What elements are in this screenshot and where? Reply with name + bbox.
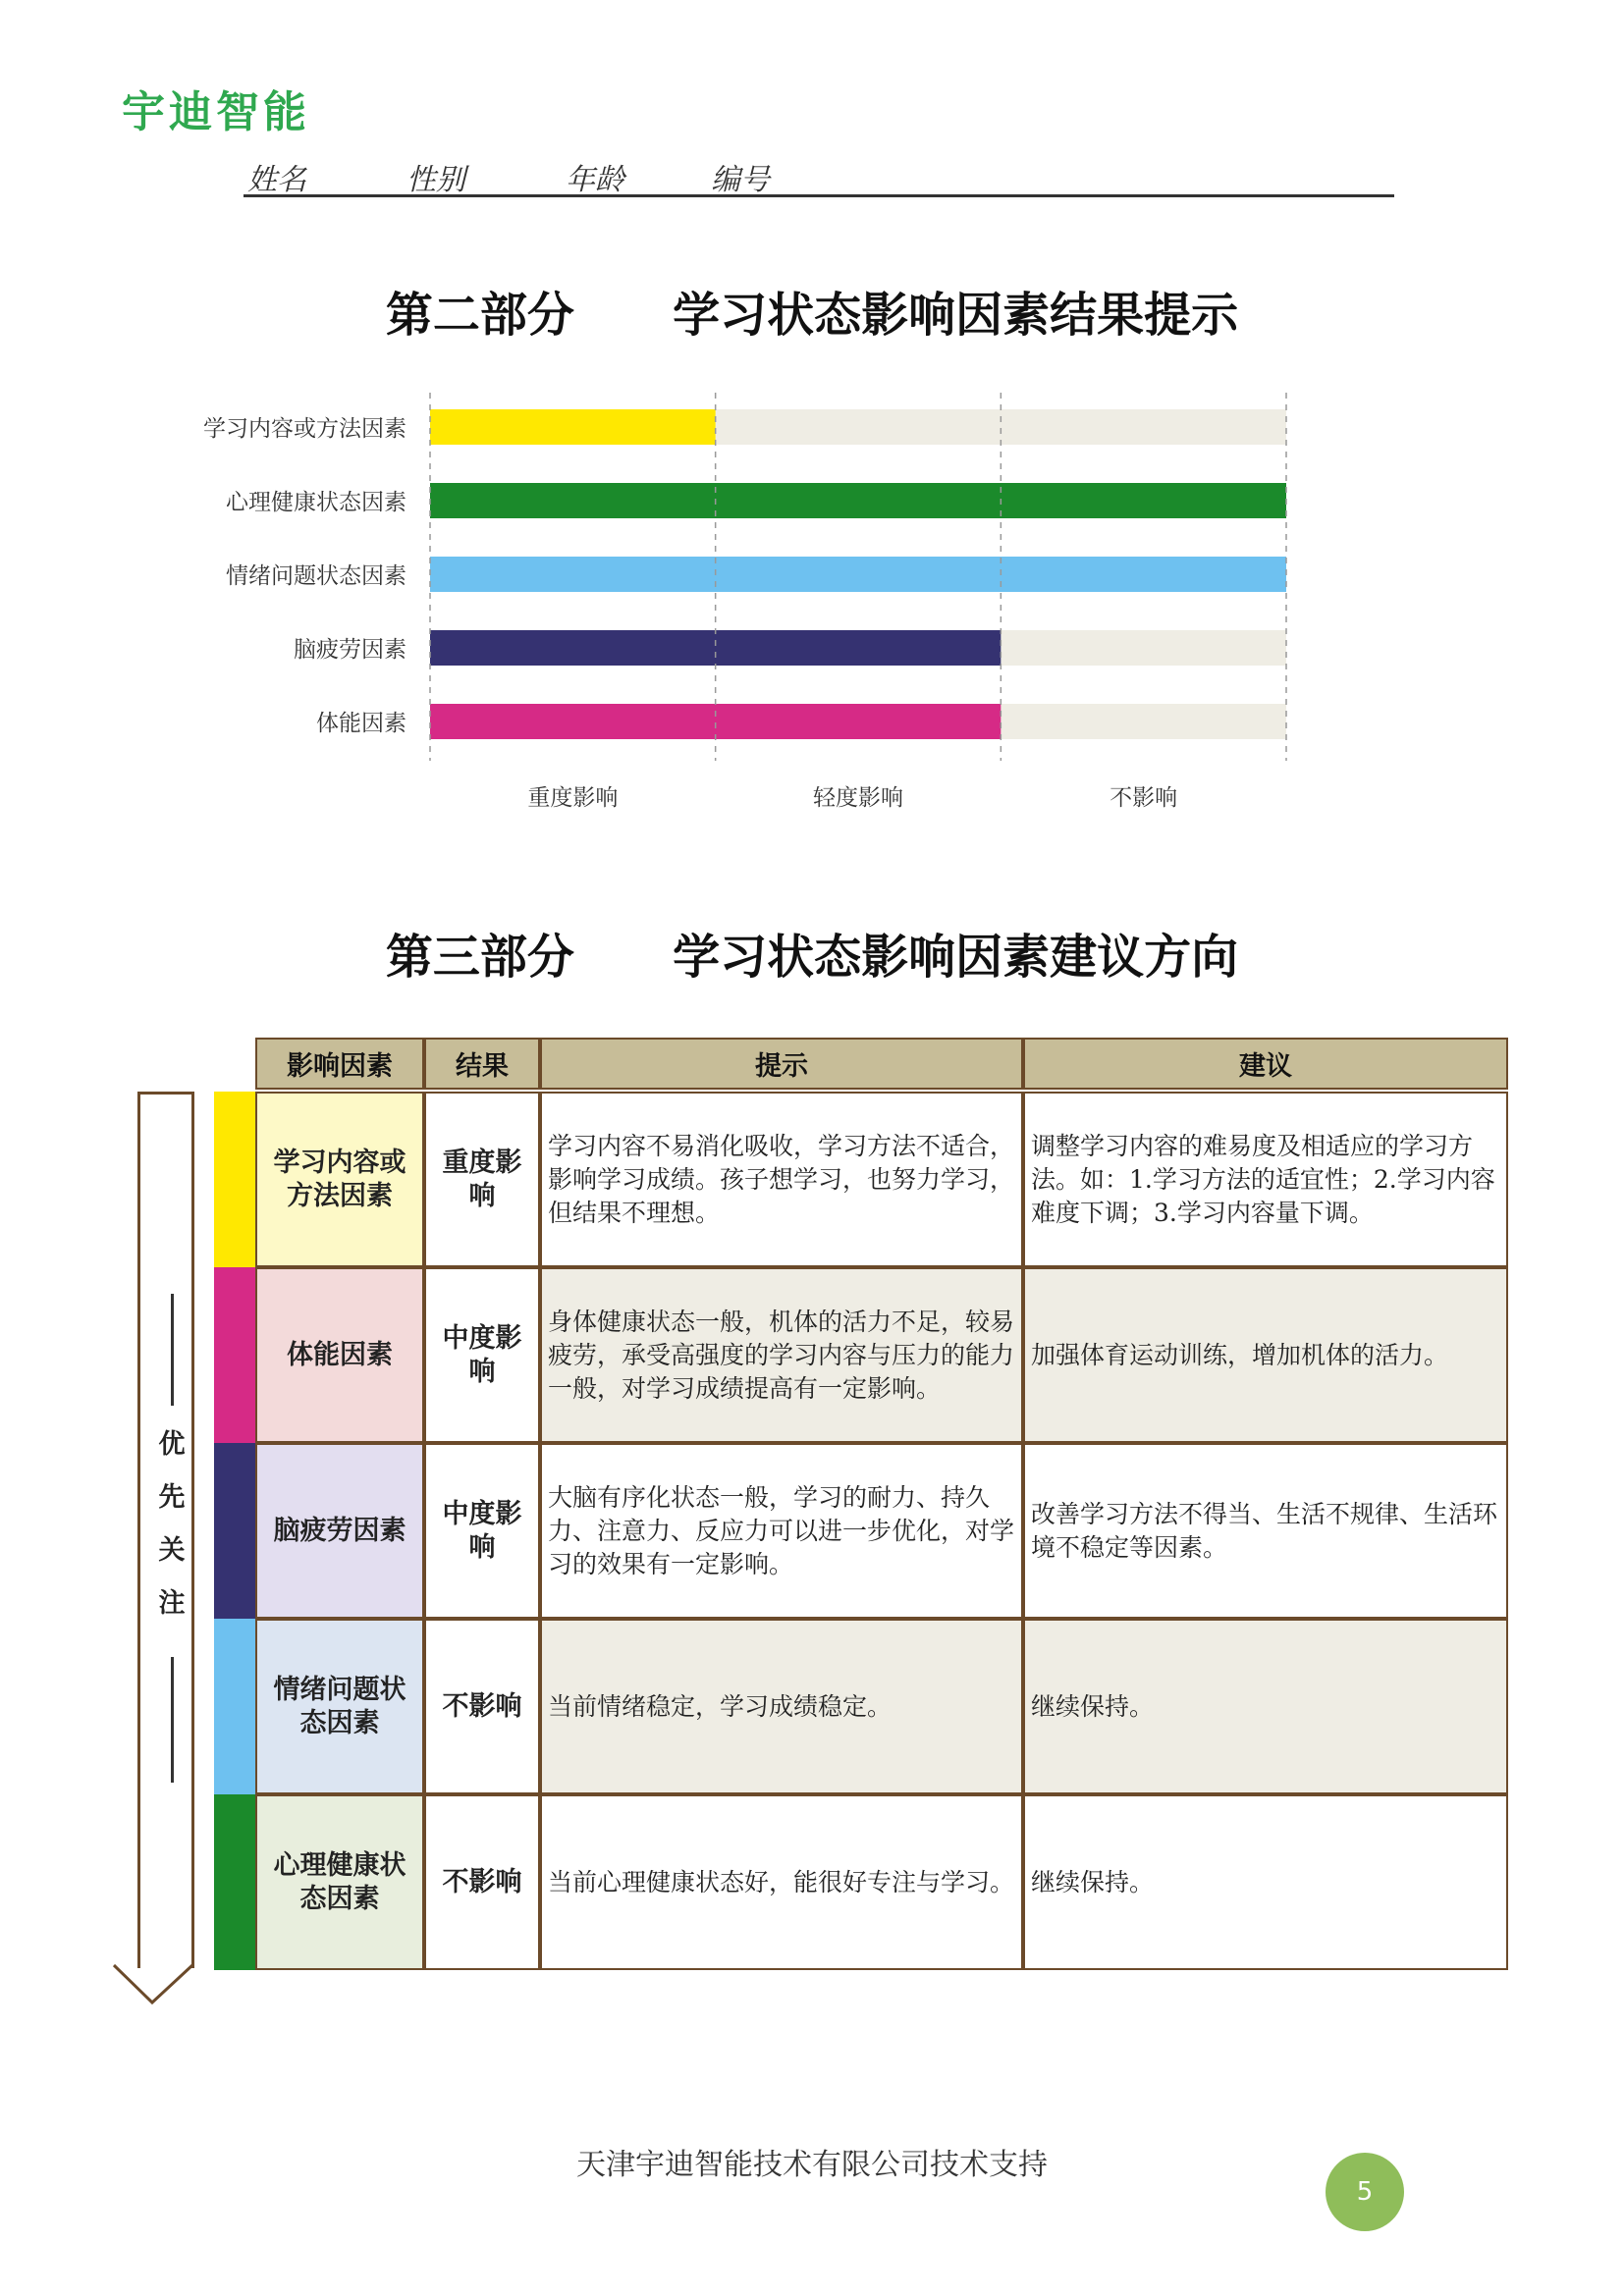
- table-row: [214, 1267, 1508, 1443]
- bar: [430, 483, 1286, 518]
- factor-result-chart: [0, 373, 1624, 825]
- factor-cell: 心理健康状态因素: [255, 1794, 424, 1970]
- category-label: 脑疲劳因素: [294, 637, 406, 663]
- bar: [430, 409, 716, 445]
- hint-cell: 学习内容不易消化吸收，学习方法不适合，影响学习成绩。孩子想学习，也努力学习，但结果不理想。: [540, 1092, 1023, 1267]
- factor-cell: 学习内容或方法因素: [255, 1092, 424, 1267]
- category-label: 情绪问题状态因素: [226, 563, 406, 589]
- header-result: 结果: [424, 1038, 540, 1090]
- result-cell: 中度影响: [424, 1443, 540, 1619]
- row-color-strip: [214, 1267, 255, 1443]
- suggestion-cell: 调整学习内容的难易度及相适应的学习方法。如：1.学习方法的适宜性；2.学习内容难度下调；3.学习内容量下调。: [1023, 1092, 1508, 1267]
- priority-label: 优先关注: [158, 1429, 186, 1619]
- gender-label: 性别: [406, 163, 465, 197]
- factor-cell: 脑疲劳因素: [255, 1443, 424, 1619]
- priority-arrowhead: [110, 1963, 198, 2012]
- suggestion-cell: 加强体育运动训练，增加机体的活力。: [1023, 1267, 1508, 1443]
- footer-credit: 天津宇迪智能技术有限公司技术支持: [576, 2148, 1048, 2182]
- suggestion-cell: 继续保持。: [1023, 1794, 1508, 1970]
- age-label: 年龄: [566, 163, 624, 197]
- priority-line-bottom: [171, 1657, 174, 1783]
- factor-cell: 体能因素: [255, 1267, 424, 1443]
- id-label: 编号: [711, 163, 770, 197]
- bar: [430, 557, 1286, 592]
- row-color-strip: [214, 1794, 255, 1970]
- category-label: 体能因素: [316, 711, 406, 736]
- result-cell: 不影响: [424, 1619, 540, 1794]
- hint-cell: 当前情绪稳定，学习成绩稳定。: [540, 1619, 1023, 1794]
- zone-label: 重度影响: [527, 785, 619, 811]
- page-number: 5: [1326, 2153, 1404, 2231]
- result-cell: 重度影响: [424, 1092, 540, 1267]
- section3-title: 第三部分 学习状态影响因素建议方向: [385, 930, 1239, 985]
- header-suggestion: 建议: [1023, 1038, 1508, 1090]
- company-logo: 宇迪智能: [122, 87, 310, 137]
- student-info-row: [244, 153, 1394, 197]
- hint-cell: 当前心理健康状态好，能很好专注与学习。: [540, 1794, 1023, 1970]
- result-cell: 中度影响: [424, 1267, 540, 1443]
- table-row: [214, 1619, 1508, 1794]
- factor-cell: 情绪问题状态因素: [255, 1619, 424, 1794]
- suggestion-cell: 改善学习方法不得当、生活不规律、生活环境不稳定等因素。: [1023, 1443, 1508, 1619]
- name-label: 姓名: [247, 163, 306, 197]
- row-color-strip: [214, 1443, 255, 1619]
- category-label: 心理健康状态因素: [226, 490, 406, 515]
- result-cell: 不影响: [424, 1794, 540, 1970]
- suggestion-cell: 继续保持。: [1023, 1619, 1508, 1794]
- header-hint: 提示: [540, 1038, 1023, 1090]
- category-label: 学习内容或方法因素: [203, 416, 406, 442]
- priority-line-top: [171, 1294, 174, 1406]
- table-row: [214, 1092, 1508, 1267]
- zone-label: 不影响: [1110, 785, 1178, 811]
- row-color-strip: [214, 1092, 255, 1267]
- hint-cell: 身体健康状态一般，机体的活力不足，较易疲劳，承受高强度的学习内容与压力的能力一般，对学习成绩提高有一定影响。: [540, 1267, 1023, 1443]
- hint-cell: 大脑有序化状态一般，学习的耐力、持久力、注意力、反应力可以进一步优化，对学习的效果有一定影响。: [540, 1443, 1023, 1619]
- zone-label: 轻度影响: [813, 785, 903, 811]
- row-color-strip: [214, 1619, 255, 1794]
- table-row: [214, 1794, 1508, 1970]
- table-row: [214, 1443, 1508, 1619]
- bar: [430, 630, 1001, 666]
- header-factor: 影响因素: [255, 1038, 424, 1090]
- section2-title: 第二部分 学习状态影响因素结果提示: [385, 288, 1239, 343]
- bar: [430, 704, 1001, 739]
